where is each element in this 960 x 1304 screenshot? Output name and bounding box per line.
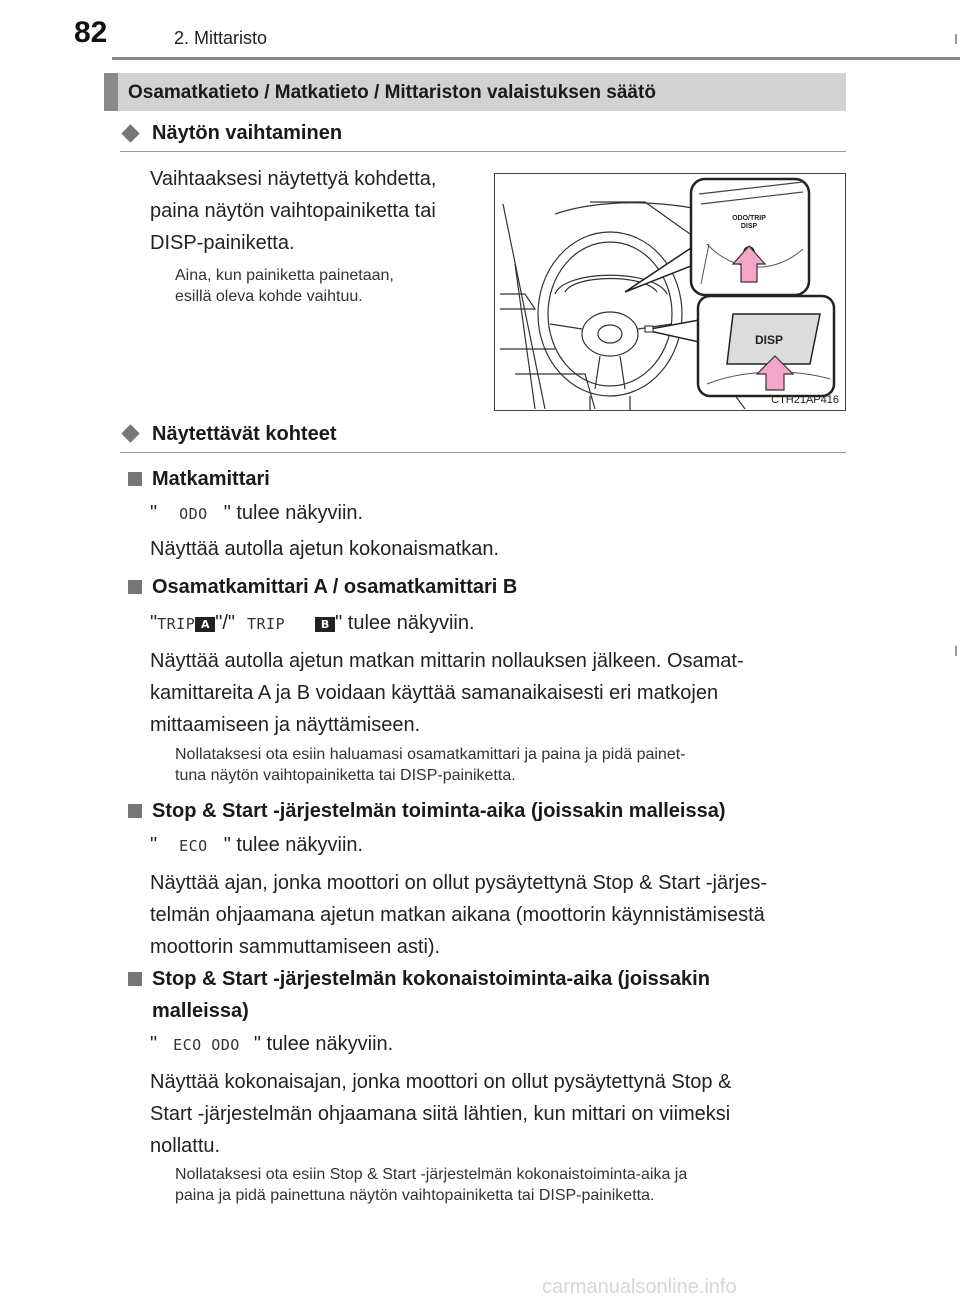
body-line: telmän ohjaamana ajetun matkan aikana (moottorin käynnistämisestä xyxy=(150,904,765,926)
body-line: paina näytön vaihtopainiketta tai xyxy=(150,200,436,222)
eco-total-appears-line: " ECO ODO " tulee näkyviin. xyxy=(150,1033,394,1055)
eco-total-note xyxy=(175,1164,840,1206)
trip-b-icon: TRIP xyxy=(247,615,286,633)
eco-description xyxy=(150,867,840,963)
square-bullet-icon xyxy=(128,972,142,986)
note-line: esillä oleva kohde vaihtuu. xyxy=(175,288,363,305)
body-line: DISP-painiketta. xyxy=(150,232,295,254)
square-bullet-icon xyxy=(128,580,142,594)
square-bullet-icon xyxy=(128,804,142,818)
body-line: Näyttää kokonaisajan, jonka moottori on ollut pysäytettynä Stop & xyxy=(150,1071,732,1093)
section-title-display-switch: Näytön vaihtaminen xyxy=(152,122,343,144)
crop-mark xyxy=(955,646,957,656)
header-rule xyxy=(112,57,960,60)
trip-a-icon: TRIP xyxy=(157,615,196,633)
appears-text: " tulee näkyviin. xyxy=(223,834,364,856)
separator: "/" xyxy=(215,612,235,634)
trip-note xyxy=(175,744,840,786)
body-line: nollattu. xyxy=(150,1135,221,1157)
note-line: Nollataksesi ota esiin Stop & Start -järjestelmän kokonaistoiminta-aika ja xyxy=(175,1166,688,1183)
disp-small-label: DISP xyxy=(740,223,758,230)
body-line: moottorin sammuttamiseen asti). xyxy=(150,936,441,958)
badge-b-icon: B xyxy=(315,617,335,632)
body-line: Start -järjestelmän ohjaamana siitä lähtien, kun mittari on viimeksi xyxy=(150,1103,731,1125)
body-line: Näyttää autolla ajetun matkan mittarin nollauksen jälkeen. Osamat- xyxy=(150,650,744,672)
body-line: Näyttää ajan, jonka moottori on ollut pysäytettynä Stop & Start -järjes- xyxy=(150,872,767,894)
section-title-items: Näytettävät kohteet xyxy=(152,423,337,445)
eco-total-description xyxy=(150,1066,840,1162)
section-rule xyxy=(120,151,846,152)
note-line: paina ja pidä painettuna näytön vaihtopainiketta tai DISP-painiketta. xyxy=(175,1187,655,1204)
odo-display-icon: ODO xyxy=(179,505,208,523)
note-line: Aina, kun painiketta painetaan, xyxy=(175,267,394,284)
crop-mark xyxy=(955,34,957,44)
steering-wheel-drawing xyxy=(495,174,845,410)
watermark: carmanualsonline.info xyxy=(542,1276,737,1298)
diamond-bullet-icon xyxy=(121,124,139,142)
dashboard-illustration xyxy=(494,173,846,411)
banner-title: Osamatkatieto / Matkatieto / Mittariston valaistuksen säätö xyxy=(128,82,656,103)
eco-display-icon: ECO xyxy=(179,837,208,855)
body-line: kamittareita A ja B voidaan käyttää samanaikaisesti eri matkojen xyxy=(150,682,719,704)
appears-text: " tulee näkyviin. xyxy=(253,1033,394,1055)
badge-a-icon: A xyxy=(195,617,215,632)
eco-appears-line: " ECO " tulee näkyviin. xyxy=(150,834,364,856)
section-rule xyxy=(120,452,846,453)
section1-note xyxy=(175,265,475,307)
square-bullet-icon xyxy=(128,472,142,486)
appears-text: " tulee näkyviin. xyxy=(223,502,364,524)
body-line: mittaamiseen ja näyttämiseen. xyxy=(150,714,421,736)
trip-description xyxy=(150,645,840,741)
body-line: Vaihtaaksesi näytettyä kohdetta, xyxy=(150,168,437,190)
odo-trip-label: ODO/TRIP xyxy=(732,215,766,222)
diamond-bullet-icon xyxy=(121,424,139,442)
section1-body xyxy=(150,163,476,259)
disp-button-label: DISP xyxy=(754,333,784,347)
title-line: Stop & Start -järjestelmän kokonaistoiminta-aika (joissakin xyxy=(152,968,710,990)
item-title-eco: Stop & Start -järjestelmän toiminta-aika (joissakin malleissa) xyxy=(152,800,726,822)
item-title-eco-total xyxy=(152,963,840,1027)
banner-accent-bar xyxy=(104,73,118,111)
note-line: tuna näytön vaihtopainiketta tai DISP-painiketta. xyxy=(175,767,516,784)
note-line: Nollataksesi ota esiin haluamasi osamatkamittari ja paina ja pidä painet- xyxy=(175,746,686,763)
page-number: 82 xyxy=(74,16,108,49)
odo-description: Näyttää autolla ajetun kokonaismatkan. xyxy=(150,538,500,560)
eco-odo-display-icon: ECO ODO xyxy=(173,1036,240,1054)
trip-appears-line: "TRIP A "/" TRIP B " tulee näkyviin. xyxy=(150,612,475,634)
title-line: malleissa) xyxy=(152,1000,249,1022)
figure-code: CTH21AP416 xyxy=(771,394,839,406)
item-title-odometer: Matkamittari xyxy=(152,468,270,490)
chapter-title: 2. Mittaristo xyxy=(174,28,268,48)
odo-appears-line: " ODO " tulee näkyviin. xyxy=(150,502,364,524)
appears-text: " tulee näkyviin. xyxy=(335,612,475,634)
item-title-trip: Osamatkamittari A / osamatkamittari B xyxy=(152,576,518,598)
